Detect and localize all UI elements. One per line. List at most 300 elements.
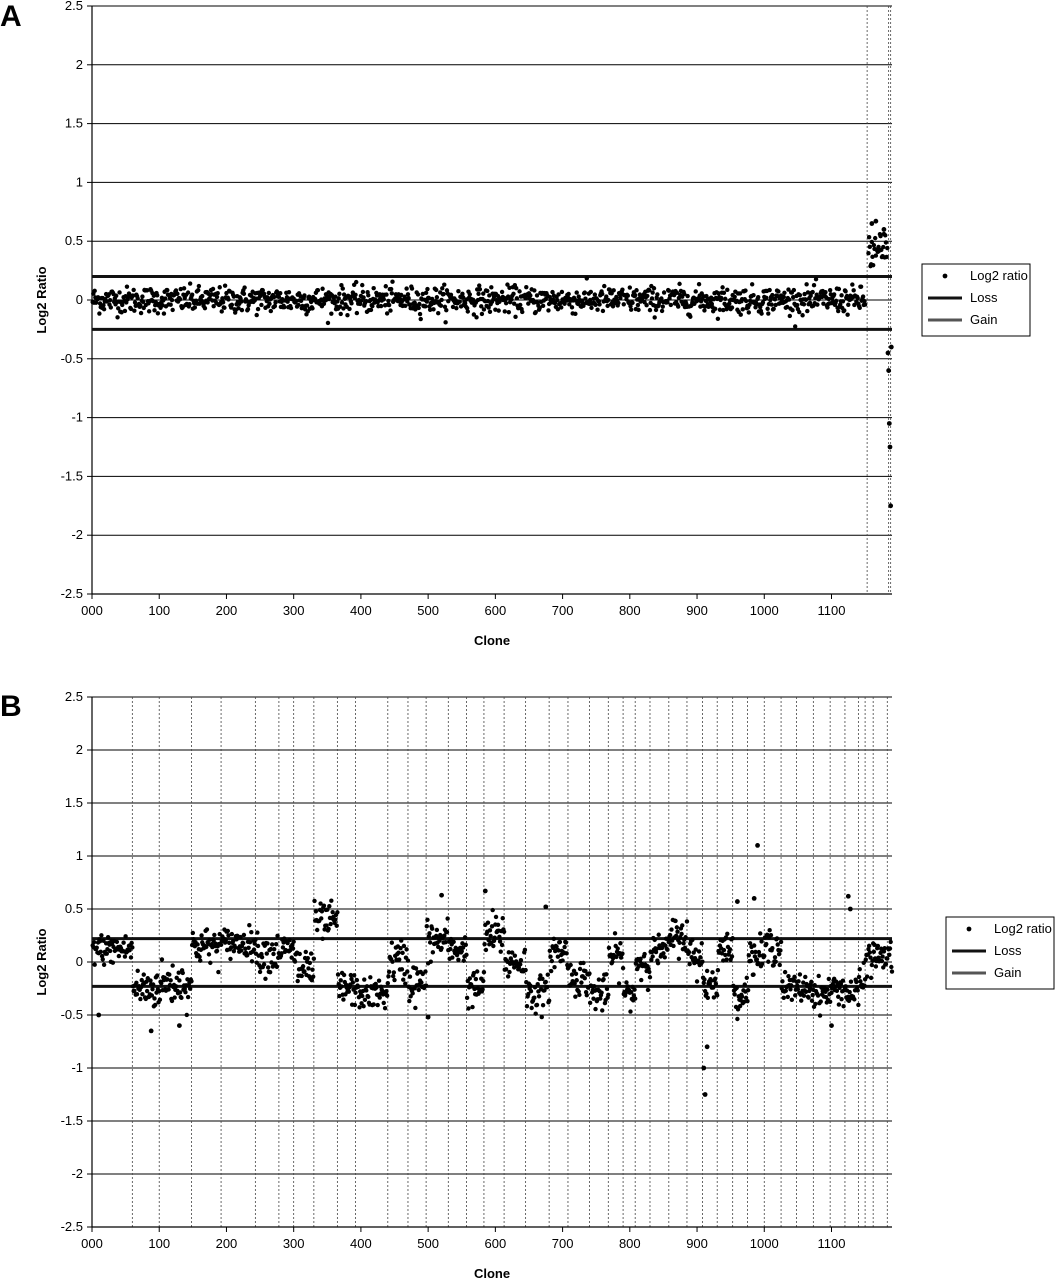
data-point <box>115 940 119 944</box>
data-point <box>268 970 272 974</box>
data-point <box>880 954 884 958</box>
data-point <box>274 942 278 946</box>
data-point <box>266 965 270 969</box>
data-point <box>178 990 182 994</box>
data-point <box>597 302 601 306</box>
data-point <box>117 290 121 294</box>
data-point <box>199 933 203 937</box>
data-point <box>534 1012 538 1016</box>
data-point <box>190 292 194 296</box>
data-point <box>885 246 889 250</box>
data-point <box>782 996 786 1000</box>
data-point <box>884 962 888 966</box>
data-point <box>874 964 878 968</box>
data-point <box>504 967 508 971</box>
data-point <box>856 988 860 992</box>
data-point <box>129 955 133 959</box>
data-point <box>851 288 855 292</box>
y-tick-label: 2 <box>75 56 83 72</box>
data-point <box>434 288 438 292</box>
data-point <box>410 991 414 995</box>
data-point <box>799 998 803 1002</box>
data-point <box>475 969 479 973</box>
y-tick-label: 0.5 <box>64 901 83 916</box>
x-tick-label: 200 <box>215 1236 238 1251</box>
data-point <box>485 289 489 293</box>
data-point <box>405 969 409 973</box>
data-point <box>425 924 429 928</box>
x-tick-label: 000 <box>81 603 103 618</box>
data-point <box>854 980 858 984</box>
outlier-point <box>887 421 892 426</box>
data-point <box>602 284 606 288</box>
data-point <box>610 960 614 964</box>
data-point <box>188 281 192 285</box>
panel-letter: B <box>0 690 22 723</box>
outlier-point <box>149 1029 154 1034</box>
data-point <box>255 930 259 934</box>
data-point <box>218 285 222 289</box>
outlier-point <box>886 351 891 356</box>
data-point <box>494 915 498 919</box>
data-point <box>856 1003 860 1007</box>
data-point <box>384 284 388 288</box>
data-point <box>705 969 709 973</box>
data-point <box>760 962 764 966</box>
data-point <box>784 989 788 993</box>
data-point <box>270 942 274 946</box>
data-point <box>564 940 568 944</box>
data-point <box>650 296 654 300</box>
data-point <box>151 982 155 986</box>
data-point <box>787 297 791 301</box>
data-point <box>92 940 96 944</box>
legend-label: Log2 ratio <box>970 268 1028 283</box>
data-point <box>589 306 593 310</box>
data-point <box>502 930 506 934</box>
y-tick-label: 2.5 <box>64 689 83 704</box>
data-point <box>511 292 515 296</box>
data-point <box>788 987 792 991</box>
data-point <box>750 282 754 286</box>
data-point <box>470 1005 474 1009</box>
data-point <box>123 309 127 313</box>
data-point <box>704 992 708 996</box>
data-point <box>559 305 563 309</box>
data-point <box>400 951 404 955</box>
outlier-point <box>886 368 891 373</box>
data-point <box>466 309 470 313</box>
data-point <box>725 288 729 292</box>
data-point <box>175 292 179 296</box>
data-point <box>108 298 112 302</box>
data-point <box>241 941 245 945</box>
data-point <box>730 305 734 309</box>
data-point <box>661 304 665 308</box>
data-point <box>655 292 659 296</box>
data-point <box>789 983 793 987</box>
data-point <box>624 980 628 984</box>
data-point <box>843 289 847 293</box>
data-point <box>620 951 624 955</box>
data-point <box>634 288 638 292</box>
data-point <box>501 916 505 920</box>
data-point <box>450 955 454 959</box>
data-point <box>583 297 587 301</box>
data-point <box>679 932 683 936</box>
data-point <box>618 296 622 300</box>
data-point <box>410 286 414 290</box>
data-point <box>845 313 849 317</box>
data-point <box>540 1015 544 1019</box>
outlier-point <box>873 219 878 224</box>
data-point <box>403 304 407 308</box>
data-point <box>489 285 493 289</box>
data-point <box>242 933 246 937</box>
data-point <box>386 974 390 978</box>
data-point <box>441 292 445 296</box>
data-point <box>887 953 891 957</box>
data-point <box>136 969 140 973</box>
data-point <box>474 315 478 319</box>
data-point <box>593 303 597 307</box>
data-point <box>212 933 216 937</box>
x-tick-label: 600 <box>484 1236 507 1251</box>
data-point <box>732 992 736 996</box>
data-point <box>644 303 648 307</box>
data-point <box>809 980 813 984</box>
outlier-point <box>888 445 893 450</box>
data-point <box>735 1017 739 1021</box>
data-point <box>341 286 345 290</box>
data-point <box>810 999 814 1003</box>
data-point <box>867 944 871 948</box>
data-point <box>604 972 608 976</box>
data-point <box>528 293 532 297</box>
data-point <box>353 293 357 297</box>
data-point <box>545 985 549 989</box>
data-point <box>117 954 121 958</box>
data-point <box>181 971 185 975</box>
outlier-point <box>96 1013 101 1018</box>
data-point <box>172 995 176 999</box>
data-point <box>152 996 156 1000</box>
data-point <box>790 998 794 1002</box>
data-point <box>863 302 867 306</box>
data-point <box>518 962 522 966</box>
data-point <box>123 954 127 958</box>
y-axis-title: Log2 Ratio <box>34 266 49 334</box>
data-point <box>282 305 286 309</box>
x-tick-label: 1000 <box>749 603 779 618</box>
data-point <box>451 940 455 944</box>
data-point <box>560 958 564 962</box>
data-point <box>341 997 345 1001</box>
data-point <box>688 315 692 319</box>
x-tick-label: 600 <box>484 603 507 618</box>
data-point <box>404 286 408 290</box>
data-point <box>314 909 318 913</box>
y-tick-label: 1 <box>75 174 83 190</box>
data-point <box>306 956 310 960</box>
data-point <box>868 245 872 249</box>
data-point <box>335 924 339 928</box>
y-tick-label: -1 <box>71 409 83 425</box>
y-tick-label: 1 <box>75 848 83 863</box>
data-point <box>513 315 517 319</box>
data-point <box>125 284 129 288</box>
data-point <box>308 961 312 965</box>
data-point <box>289 306 293 310</box>
data-point <box>278 291 282 295</box>
outlier-point <box>439 893 444 898</box>
x-tick-label: 100 <box>148 603 171 618</box>
data-point <box>121 941 125 945</box>
data-point <box>532 288 536 292</box>
data-point <box>310 967 314 971</box>
data-point <box>497 935 501 939</box>
data-point <box>782 295 786 299</box>
data-point <box>710 970 714 974</box>
data-point <box>379 304 383 308</box>
data-point <box>478 287 482 291</box>
outlier-point <box>882 227 887 232</box>
data-point <box>247 923 251 927</box>
data-point <box>319 916 323 920</box>
data-point <box>711 985 715 989</box>
data-point <box>474 977 478 981</box>
data-point <box>456 289 460 293</box>
data-point <box>570 972 574 976</box>
data-point <box>401 978 405 982</box>
data-point <box>309 951 313 955</box>
data-point <box>577 993 581 997</box>
x-tick-label: 900 <box>686 603 708 618</box>
data-point <box>389 287 393 291</box>
data-point <box>788 314 792 318</box>
outlier-point <box>848 907 853 912</box>
data-point <box>677 282 681 286</box>
data-point <box>115 315 119 319</box>
data-point <box>207 952 211 956</box>
data-point <box>532 996 536 1000</box>
data-point <box>828 1000 832 1004</box>
data-point <box>312 957 316 961</box>
data-point <box>745 999 749 1003</box>
data-point <box>535 1003 539 1007</box>
data-point <box>846 303 850 307</box>
data-point <box>756 295 760 299</box>
data-point <box>780 979 784 983</box>
data-point <box>652 315 656 319</box>
data-point <box>382 297 386 301</box>
data-point <box>858 306 862 310</box>
data-point <box>462 959 466 963</box>
data-point <box>585 276 589 280</box>
data-point <box>403 981 407 985</box>
data-point <box>776 289 780 293</box>
data-point <box>392 978 396 982</box>
data-point <box>759 311 763 315</box>
data-point <box>497 308 501 312</box>
data-point <box>390 959 394 963</box>
data-point <box>798 293 802 297</box>
data-point <box>676 304 680 308</box>
data-point <box>435 928 439 932</box>
data-point <box>454 306 458 310</box>
data-point <box>269 309 273 313</box>
data-point <box>131 288 135 292</box>
outlier-point <box>829 1023 834 1028</box>
data-point <box>647 970 651 974</box>
data-point <box>816 993 820 997</box>
data-point <box>611 288 615 292</box>
data-point <box>293 959 297 963</box>
outlier-point <box>703 1092 708 1097</box>
data-point <box>662 290 666 294</box>
data-point <box>178 297 182 301</box>
data-point <box>267 291 271 295</box>
data-point <box>337 292 341 296</box>
data-point <box>302 293 306 297</box>
data-point <box>275 965 279 969</box>
y-tick-label: -1.5 <box>60 1113 83 1128</box>
y-tick-label: -0.5 <box>60 1007 83 1022</box>
y-tick-label: 1.5 <box>64 115 83 131</box>
data-point <box>428 940 432 944</box>
data-point <box>256 307 260 311</box>
data-point <box>361 1004 365 1008</box>
data-point <box>759 939 763 943</box>
data-point <box>101 957 105 961</box>
data-point <box>843 984 847 988</box>
data-point <box>160 957 164 961</box>
data-point <box>786 995 790 999</box>
data-point <box>246 946 250 950</box>
data-point <box>355 311 359 315</box>
data-point <box>558 940 562 944</box>
data-point <box>301 964 305 968</box>
data-point <box>839 293 843 297</box>
data-point <box>383 1006 387 1010</box>
data-point <box>374 985 378 989</box>
data-point <box>819 999 823 1003</box>
outlier-point <box>701 1066 706 1071</box>
data-point <box>744 299 748 303</box>
data-point <box>775 936 779 940</box>
x-tick-label: 200 <box>215 603 238 618</box>
data-point <box>690 938 694 942</box>
data-point <box>482 942 486 946</box>
data-point <box>99 933 103 937</box>
data-point <box>802 993 806 997</box>
data-point <box>730 954 734 958</box>
data-point <box>683 935 687 939</box>
data-point <box>507 310 511 314</box>
data-point <box>431 307 435 311</box>
y-tick-label: 0.5 <box>64 233 83 249</box>
data-point <box>287 938 291 942</box>
data-point <box>369 308 373 312</box>
data-point <box>812 983 816 987</box>
data-point <box>250 959 254 963</box>
data-point <box>828 288 832 292</box>
data-point <box>583 976 587 980</box>
data-point <box>435 295 439 299</box>
data-point <box>239 948 243 952</box>
data-point <box>592 984 596 988</box>
data-point <box>387 303 391 307</box>
data-point <box>675 925 679 929</box>
data-point <box>263 977 267 981</box>
legend-label: Gain <box>970 312 998 327</box>
data-point <box>400 967 404 971</box>
x-tick-label: 300 <box>282 603 305 618</box>
data-point <box>291 946 295 950</box>
data-point <box>859 284 863 288</box>
data-point <box>629 308 633 312</box>
y-axis-title: Log2 Ratio <box>34 928 49 996</box>
data-point <box>108 949 112 953</box>
data-point <box>443 320 447 324</box>
data-point <box>345 313 349 317</box>
data-point <box>607 946 611 950</box>
data-point <box>884 255 888 259</box>
data-point <box>382 1001 386 1005</box>
data-point <box>480 987 484 991</box>
x-axis-title: Clone <box>473 633 511 648</box>
data-point <box>327 904 331 908</box>
data-point <box>377 979 381 983</box>
data-point <box>362 977 366 981</box>
data-point <box>150 987 154 991</box>
data-point <box>492 935 496 939</box>
data-point <box>230 303 234 307</box>
legend-label: Log2 ratio <box>994 921 1052 936</box>
data-point <box>464 953 468 957</box>
data-point <box>796 979 800 983</box>
data-point <box>320 287 324 291</box>
data-point <box>713 977 717 981</box>
data-point <box>713 307 717 311</box>
data-point <box>805 309 809 313</box>
data-point <box>589 290 593 294</box>
data-point <box>102 307 106 311</box>
data-point <box>291 940 295 944</box>
data-point <box>259 303 263 307</box>
data-point <box>170 999 174 1003</box>
data-point <box>456 958 460 962</box>
data-point <box>170 308 174 312</box>
data-point <box>423 304 427 308</box>
x-tick-label: 500 <box>417 1236 439 1251</box>
data-point <box>745 976 749 980</box>
data-point <box>724 957 728 961</box>
data-point <box>514 286 518 290</box>
data-point <box>825 987 829 991</box>
data-point <box>429 960 433 964</box>
data-point <box>605 987 609 991</box>
x-tick-label: 900 <box>686 1236 708 1251</box>
data-point <box>242 292 246 296</box>
data-point <box>427 931 431 935</box>
data-point <box>260 955 264 959</box>
data-point <box>656 961 660 965</box>
data-point <box>573 994 577 998</box>
data-point <box>174 984 178 988</box>
data-point <box>480 312 484 316</box>
data-point <box>881 245 885 249</box>
